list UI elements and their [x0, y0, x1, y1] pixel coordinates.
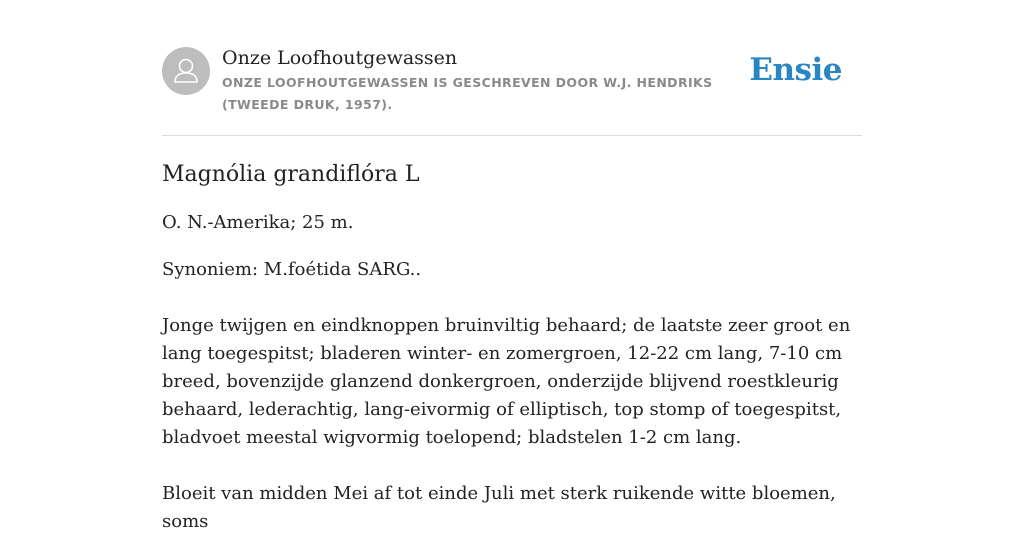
- source-subtitle: ONZE LOOFHOUTGEWASSEN IS GESCHREVEN DOOR W.J. HENDRIKS (TWEEDE DRUK, 1957).: [222, 75, 713, 112]
- source-header: [162, 0, 862, 136]
- brand-logo[interactable]: Ensie: [749, 52, 842, 88]
- user-icon: [162, 47, 210, 95]
- entry-title: Magnólia grandiflóra L: [162, 162, 420, 187]
- entry-origin: O. N.-Amerika; 25 m.: [162, 212, 354, 233]
- source-title[interactable]: Onze Loofhoutgewassen: [222, 47, 458, 69]
- article-body: [162, 136, 862, 536]
- entry-bloom: Bloeit van midden Mei af tot einde Juli met sterk ruikende witte bloemen, soms: [162, 483, 836, 532]
- source-avatar[interactable]: [162, 47, 210, 95]
- entry-synonym: Synoniem: M.foétida SARG..: [162, 259, 422, 280]
- page-container: [162, 0, 862, 536]
- entry-description: Jonge twijgen en eindknoppen bruinviltig behaard; de laatste zeer groot en lang toegespitst; bladeren winter- en zomergroen, 12-22 cm lang, 7-10 cm breed, bovenzijde glanzend donkergroen, onderzijde blijvend roestkleurig behaard, lederachtig, lang-eivormig of elliptisch, top stomp of toegespitst, bladvoet meestal wigvormig toelopend; bladstelen 1-2 cm lang.: [162, 315, 851, 448]
